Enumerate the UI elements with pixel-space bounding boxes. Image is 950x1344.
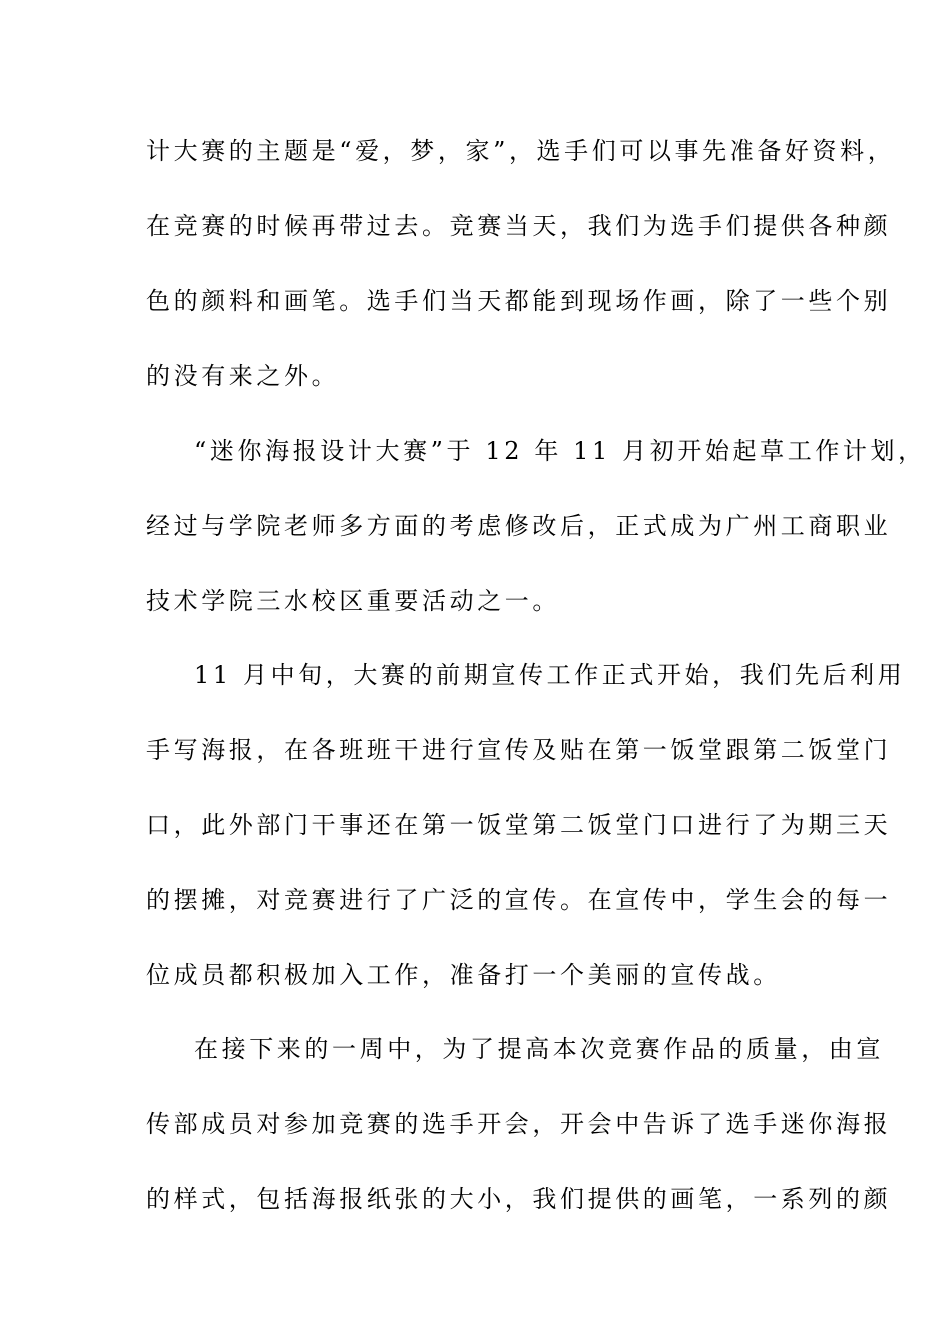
text-line: 经过与学院老师多方面的考虑修改后，正式成为广州工商职业 [146,512,892,540]
paragraph-first-line: “迷你海报设计大赛”于 12 年 11 月初开始起草工作计划， [194,437,926,465]
text-line: 传部成员对参加竞赛的选手开会，开会中告诉了选手迷你海报 [146,1110,892,1138]
text-line: 的摆摊，对竞赛进行了广泛的宣传。在宣传中，学生会的每一 [146,886,892,914]
paragraph-first-line: 11 月中旬，大赛的前期宣传工作正式开始，我们先后利用 [194,661,906,689]
text-line: 口，此外部门干事还在第一饭堂第二饭堂门口进行了为期三天 [146,811,892,839]
text-line: 的样式，包括海报纸张的大小，我们提供的画笔，一系列的颜 [146,1185,892,1213]
text-line: 色的颜料和画笔。选手们当天都能到现场作画，除了一些个别 [146,287,892,315]
text-line: 的没有来之外。 [146,362,340,390]
text-line: 手写海报，在各班班干进行宣传及贴在第一饭堂跟第二饭堂门 [146,736,892,764]
paragraph-first-line: 在接下来的一周中，为了提高本次竞赛作品的质量，由宣 [194,1035,884,1063]
text-line: 位成员都积极加入工作，准备打一个美丽的宣传战。 [146,961,781,989]
text-line: 技术学院三水校区重要活动之一。 [146,587,560,615]
text-line: 在竞赛的时候再带过去。竞赛当天，我们为选手们提供各种颜 [146,212,892,240]
text-line: 计大赛的主题是“爱，梦，家”，选手们可以事先准备好资料， [146,137,896,165]
